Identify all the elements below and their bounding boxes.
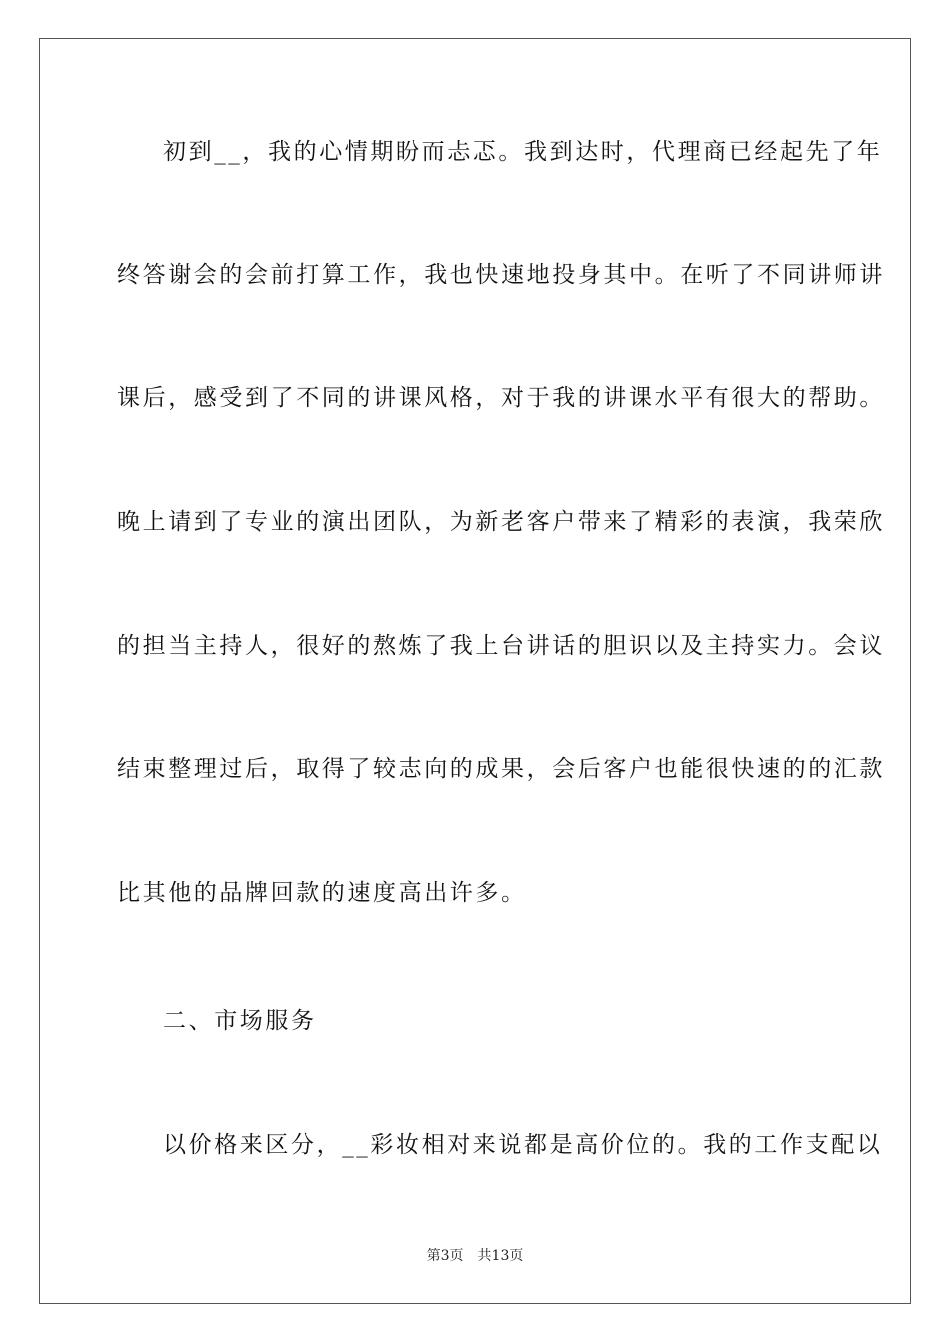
page-number-footer: 第3页 共13页 [426, 1248, 524, 1264]
paragraph-line-2: 终答谢会的会前打算工作，我也快速地投身其中。在听了不同讲师讲 [117, 262, 885, 288]
paragraph-line-7: 比其他的品牌回款的速度高出许多。 [117, 880, 527, 906]
paragraph-line-9: 以价格来区分，__彩妆相对来说都是高价位的。我的工作支配以 [163, 1132, 883, 1158]
page-border [39, 38, 911, 1304]
paragraph-line-6: 结束整理过后，取得了较志向的成果，会后客户也能很快速的的汇款 [117, 756, 885, 782]
paragraph-line-5: 的担当主持人，很好的熬炼了我上台讲话的胆识以及主持实力。会议 [117, 633, 885, 659]
paragraph-line-3: 课后，感受到了不同的讲课风格，对于我的讲课水平有很大的帮助。 [117, 385, 885, 411]
section-heading: 二、市场服务 [163, 1008, 317, 1034]
paragraph-line-1: 初到__，我的心情期盼而忐忑。我到达时，代理商已经起先了年 [163, 139, 883, 165]
paragraph-line-4: 晚上请到了专业的演出团队，为新老客户带来了精彩的表演，我荣欣 [117, 509, 885, 535]
